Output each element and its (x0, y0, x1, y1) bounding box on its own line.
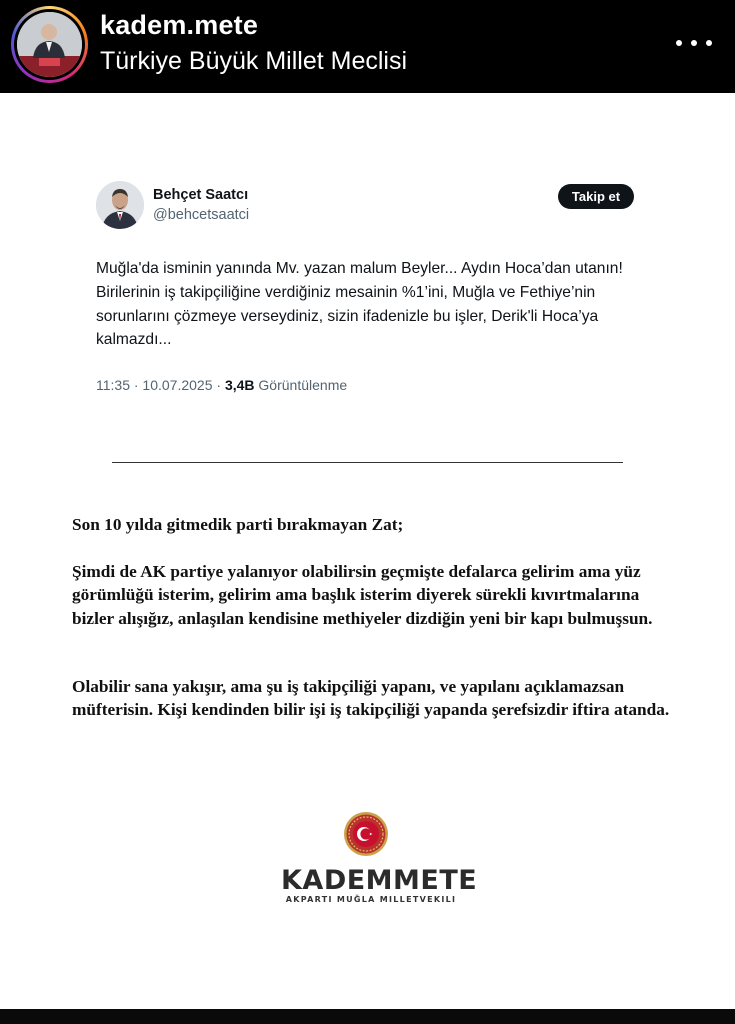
logo-tagline: AKPARTI MUĞLA MILLETVEKILI (285, 895, 457, 904)
more-icon[interactable] (676, 38, 712, 48)
tbmm-seal-icon (343, 811, 389, 857)
statement-paragraph-3: Olabilir sana yakışır, ama şu iş takipçiliği yapanı, ve yapılanı açıklamazsan müfterisin. Kişi kendinden bilir işi iş takipçiliği yapanda şerefsizdir iftira atanda. (72, 677, 670, 720)
bottom-bar (0, 1009, 735, 1024)
divider-line (112, 462, 623, 463)
tweet-meta (96, 377, 347, 393)
tweet-author-name[interactable]: Behçet Saatcı (153, 187, 249, 203)
profile-avatar[interactable] (11, 6, 88, 83)
tweet-avatar-person-icon (96, 181, 144, 229)
tweet-views-count: 3,4B (224, 377, 255, 393)
location-subtitle[interactable]: Türkiye Büyük Millet Meclisi (100, 47, 408, 75)
tweet-views-label: Görüntülenme (254, 377, 348, 393)
follow-button[interactable]: Takip et (558, 184, 634, 209)
statement-paragraph-2: Şimdi de AK partiye yalanıyor olabilirsin geçmişte defalarca gelirim ama yüz görümlüğü isterim, gelirim ama başlık isterim diyerek sürekli kıvırtmalarına bizler alışığız, anlaşılan kendisine methiyeler dizdiğin yeni bir kapı bulmuşsun. (72, 562, 653, 628)
avatar-image (17, 12, 82, 77)
avatar-person-icon (17, 12, 82, 77)
logo-name: KADEMMETE (281, 865, 478, 896)
tweet-author-avatar (96, 181, 144, 229)
story-header (0, 0, 735, 93)
tweet-author-handle[interactable]: @behcetsaatci (153, 207, 250, 223)
tweet-timestamp: 11:35 · 10.07.2025 · (96, 377, 225, 393)
tweet-text: Muğla'da isminin yanında Mv. yazan malum Beyler... Aydın Hoca’dan utanın! Birilerinin iş takipçiliğine verdiğiniz mesainin %1’ini, Muğla ve Fethiye’nin sorunlarını çözmeye verseydiniz, sizin ifadenizle bu işler, Derik'li Hoca’ya kalmazdı... (96, 260, 623, 349)
username[interactable]: kadem.mete (100, 10, 259, 40)
statement-paragraph-1: Son 10 yılda gitmedik parti bırakmayan Zat; (72, 515, 404, 534)
